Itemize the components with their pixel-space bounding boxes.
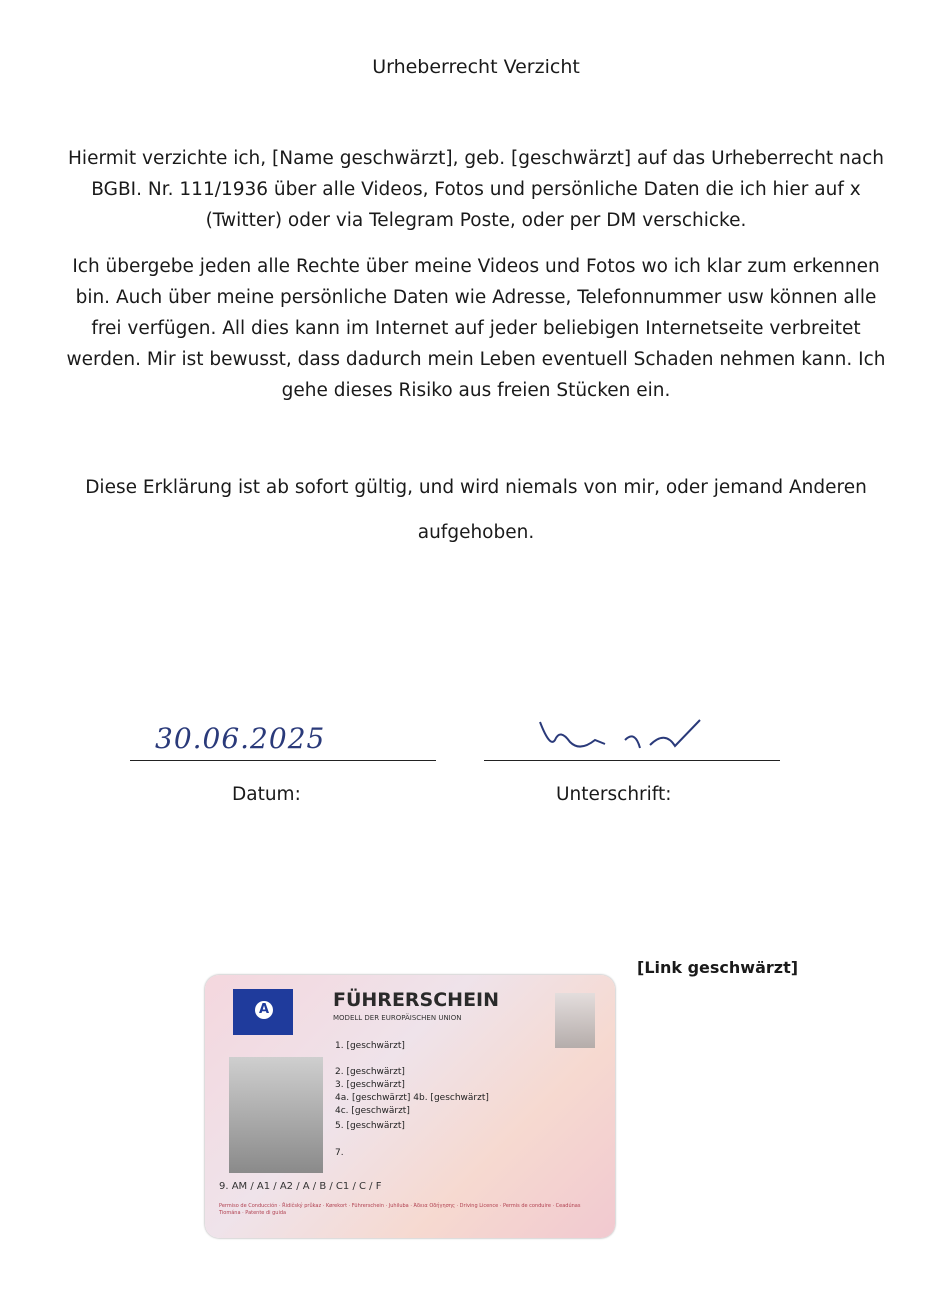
drive-link[interactable]: [Link geschwärzt] — [637, 955, 798, 980]
eu-flag-icon — [233, 989, 293, 1035]
card-field: 7. — [335, 1148, 344, 1158]
ghost-photo — [555, 993, 595, 1048]
signature-line — [484, 760, 780, 761]
card-field: 2. [geschwärzt] — [335, 1067, 405, 1077]
id-card — [205, 975, 615, 1238]
card-field: 3. [geschwärzt] — [335, 1080, 405, 1090]
card-field: 5. [geschwärzt] — [335, 1121, 405, 1131]
country-code: A — [255, 1001, 273, 1019]
card-categories: 9. AM / A1 / A2 / A / B / C1 / C / F — [219, 1181, 382, 1192]
card-field: 1. [geschwärzt] — [335, 1041, 405, 1051]
signature-image — [500, 700, 760, 765]
card-field: 4c. [geschwärzt] — [335, 1106, 410, 1116]
id-photo-redacted — [229, 1057, 323, 1173]
date-line — [130, 760, 436, 761]
card-title: FÜHRERSCHEIN — [333, 989, 500, 1011]
paragraph-rights: Ich übergebe jeden alle Rechte über meine Videos und Fotos wo ich klar zum erkennen bin. Auch über meine persönliche Daten wie Adresse, Telefonnummer usw können alle frei verfügen. All dies kann im Internet auf jeder beliebigen Internetseite verbreitet werden. Mir ist bewusst, dass dadurch mein Leben eventuell Schaden nehmen kann. Ich gehe dieses Risiko aus freien Stücken ein. — [66, 256, 886, 401]
paragraph-validity: Diese Erklärung ist ab sofort gültig, und wird niemals von mir, oder jemand Anderen aufgehoben. — [85, 477, 867, 543]
date-label: Datum: — [232, 784, 301, 805]
card-fine-print: Permiso de Conducción · Řidičský průkaz · Kørekort · Führerschein · Juhiluba · Άδεια Οδήγησης · Driving Licence · Permis de conduire · Ceadúnas Tiomána · Patente di guida — [219, 1203, 581, 1216]
paragraph-waiver: Hiermit verzichte ich, [Name geschwärzt], geb. [geschwärzt] auf das Urheberrecht nach BGBI. Nr. 111/1936 über alle Videos, Fotos und persönliche Daten die ich hier auf x (Twitter) oder via Telegram Poste, oder per DM verschicke. — [68, 148, 884, 231]
signature-label: Unterschrift: — [556, 784, 672, 805]
document-title: Urheberrecht Verzicht — [372, 56, 580, 78]
card-subtitle: MODELL DER EUROPÄISCHEN UNION — [333, 1014, 462, 1022]
card-field: 4a. [geschwärzt] 4b. [geschwärzt] — [335, 1093, 489, 1103]
handwritten-date: 30.06.2025 — [155, 722, 326, 755]
